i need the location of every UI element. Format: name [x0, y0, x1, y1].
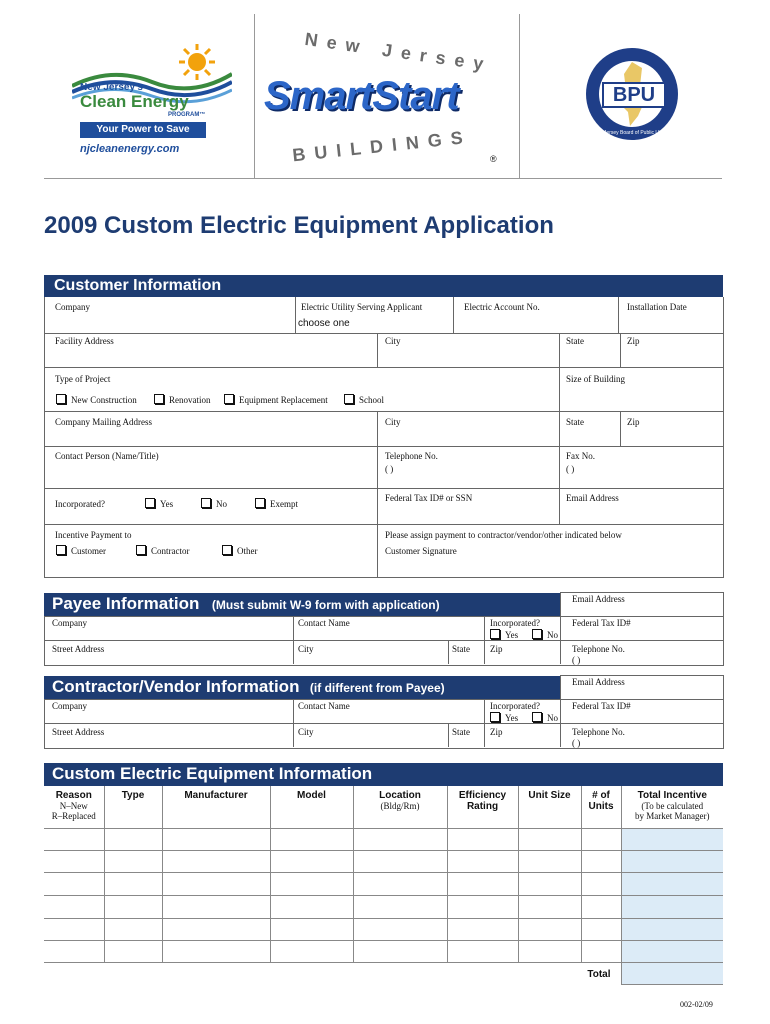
contractor-street-label: Street Address	[52, 727, 105, 737]
ss-smart: Smart	[264, 74, 373, 118]
incorporated-exempt-checkbox[interactable]: Exempt	[255, 498, 298, 509]
pay-contractor-checkbox[interactable]: Contractor	[136, 545, 190, 556]
mailing-address-label: Company Mailing Address	[55, 417, 152, 427]
col-model: Model	[297, 790, 326, 801]
telephone-paren: ( )	[385, 464, 394, 474]
ss-bottom-text: BUILDINGS	[291, 126, 473, 166]
table-row[interactable]	[44, 895, 723, 918]
contractor-tax-id-label: Federal Tax ID#	[572, 701, 631, 711]
contact-person-label: Contact Person (Name/Title)	[55, 451, 159, 461]
utility-select[interactable]: choose one	[298, 318, 350, 329]
facility-city-label: City	[385, 336, 401, 346]
col-total-incentive: Total Incentive	[637, 790, 707, 801]
table-row[interactable]	[44, 828, 723, 850]
equipment-heading: Custom Electric Equipment Information	[52, 764, 373, 783]
cep-title-big: Clean Energy	[80, 92, 189, 111]
customer-form	[44, 297, 724, 578]
contractor-yes-checkbox[interactable]: Yes	[490, 712, 518, 723]
col-efficiency: Efficiency	[458, 790, 507, 801]
equipment-table	[44, 786, 723, 985]
bpu-seal	[584, 46, 680, 142]
pay-other-checkbox[interactable]: Other	[222, 545, 258, 556]
table-row[interactable]	[44, 918, 723, 940]
contractor-heading	[52, 677, 445, 697]
email-label: Email Address	[566, 493, 619, 503]
incorporated-label: Incorporated?	[55, 499, 105, 509]
telephone-label: Telephone No.	[385, 451, 438, 461]
contractor-state-label: State	[452, 727, 470, 737]
payee-yes-checkbox[interactable]: Yes	[490, 629, 518, 640]
contractor-telephone-paren: ( )	[572, 738, 581, 748]
mailing-city-label: City	[385, 417, 401, 427]
customer-heading: Customer Information	[54, 277, 222, 294]
payee-title: Payee Information	[52, 594, 200, 613]
contractor-note: (if different from Payee)	[309, 681, 445, 695]
contractor-no-checkbox[interactable]: No	[532, 712, 558, 723]
col-calc2: by Market Manager)	[635, 811, 710, 821]
footer-code: 002-02/09	[680, 1000, 713, 1009]
col-units: Units	[588, 801, 614, 812]
facility-address-label: Facility Address	[55, 336, 114, 346]
payee-telephone-paren: ( )	[572, 655, 581, 665]
renovation-checkbox[interactable]: Renovation	[154, 394, 211, 405]
col-reason-sub2: R–Replaced	[51, 811, 96, 821]
col-calc1: (To be calculated	[641, 801, 704, 811]
cep-title-small: New Jersey's	[80, 82, 143, 93]
ss-start: Start	[372, 74, 459, 118]
school-checkbox[interactable]: School	[344, 394, 384, 405]
bpu-text: BPU	[602, 82, 666, 108]
payee-zip-label: Zip	[490, 644, 503, 654]
total-label: Total	[587, 969, 611, 981]
contractor-company-label: Company	[52, 701, 87, 711]
payee-state-label: State	[452, 644, 470, 654]
header	[44, 14, 724, 180]
col-location: Location	[379, 790, 421, 801]
payee-tax-id-label: Federal Tax ID#	[572, 618, 631, 628]
col-reason: Reason	[55, 790, 92, 801]
payee-telephone-label: Telephone No.	[572, 644, 625, 654]
facility-state-label: State	[566, 336, 584, 346]
new-construction-checkbox[interactable]: New Construction	[56, 394, 137, 405]
project-type-label: Type of Project	[55, 374, 111, 384]
contractor-telephone-label: Telephone No.	[572, 727, 625, 737]
table-row[interactable]	[44, 850, 723, 872]
col-manufacturer: Manufacturer	[184, 790, 248, 801]
install-date-label: Installation Date	[627, 302, 687, 312]
col-num: # of	[592, 790, 610, 801]
tax-id-label: Federal Tax ID# or SSN	[385, 493, 473, 503]
payee-company-label: Company	[52, 618, 87, 628]
col-unit-size: Unit Size	[528, 790, 571, 801]
incorporated-no-checkbox[interactable]: No	[201, 498, 227, 509]
ss-top-text: New Jersey	[303, 28, 494, 76]
fax-paren: ( )	[566, 464, 575, 474]
cep-tagline: Your Power to Save	[80, 122, 206, 138]
col-type: Type	[121, 790, 145, 801]
col-rating: Rating	[466, 801, 499, 812]
payee-heading	[52, 594, 440, 614]
bpu-ring-text: New Jersey Board of Public Utilities	[592, 130, 672, 136]
company-label: Company	[55, 302, 90, 312]
payee-city-label: City	[298, 644, 314, 654]
page-title: 2009 Custom Electric Equipment Application	[44, 212, 554, 239]
mailing-zip-label: Zip	[627, 417, 640, 427]
facility-zip-label: Zip	[627, 336, 640, 346]
table-row[interactable]	[44, 872, 723, 895]
fax-label: Fax No.	[566, 451, 595, 461]
ss-wordmark	[264, 74, 459, 119]
col-reason-sub1: N–New	[59, 801, 88, 811]
account-label: Electric Account No.	[464, 302, 540, 312]
contractor-incorporated-label: Incorporated?	[490, 701, 540, 711]
building-size-label: Size of Building	[566, 374, 625, 384]
total-row	[44, 962, 723, 984]
pay-customer-checkbox[interactable]: Customer	[56, 545, 106, 556]
contractor-city-label: City	[298, 727, 314, 737]
contractor-email-label: Email Address	[572, 677, 625, 687]
payee-no-checkbox[interactable]: No	[532, 629, 558, 640]
equipment-header-row	[44, 786, 723, 828]
ss-reg: ®	[490, 154, 497, 164]
payee-street-label: Street Address	[52, 644, 105, 654]
cep-url[interactable]: njcleanenergy.com	[80, 143, 180, 155]
payee-incorporated-label: Incorporated?	[490, 618, 540, 628]
incorporated-yes-checkbox[interactable]: Yes	[145, 498, 173, 509]
payee-email-label: Email Address	[572, 594, 625, 604]
clean-energy-logo[interactable]	[72, 34, 232, 164]
payee-note: (Must submit W-9 form with application)	[211, 598, 440, 612]
equipment-replacement-checkbox[interactable]: Equipment Replacement	[224, 394, 328, 405]
cep-program: PROGRAM™	[168, 112, 206, 118]
utility-label: Electric Utility Serving Applicant	[301, 302, 423, 312]
contractor-zip-label: Zip	[490, 727, 503, 737]
payee-contact-label: Contact Name	[298, 618, 350, 628]
col-location-sub: (Bldg/Rm)	[380, 801, 420, 811]
smartstart-logo	[264, 24, 514, 174]
assign-note: Please assign payment to contractor/vendor/other indicated below	[385, 530, 622, 540]
contractor-contact-label: Contact Name	[298, 701, 350, 711]
table-row[interactable]	[44, 940, 723, 962]
incentive-payment-label: Incentive Payment to	[55, 530, 132, 540]
mailing-state-label: State	[566, 417, 584, 427]
contractor-title: Contractor/Vendor Information	[52, 677, 300, 696]
customer-signature-label: Customer Signature	[385, 546, 457, 556]
total-incentive-field[interactable]	[621, 962, 723, 984]
